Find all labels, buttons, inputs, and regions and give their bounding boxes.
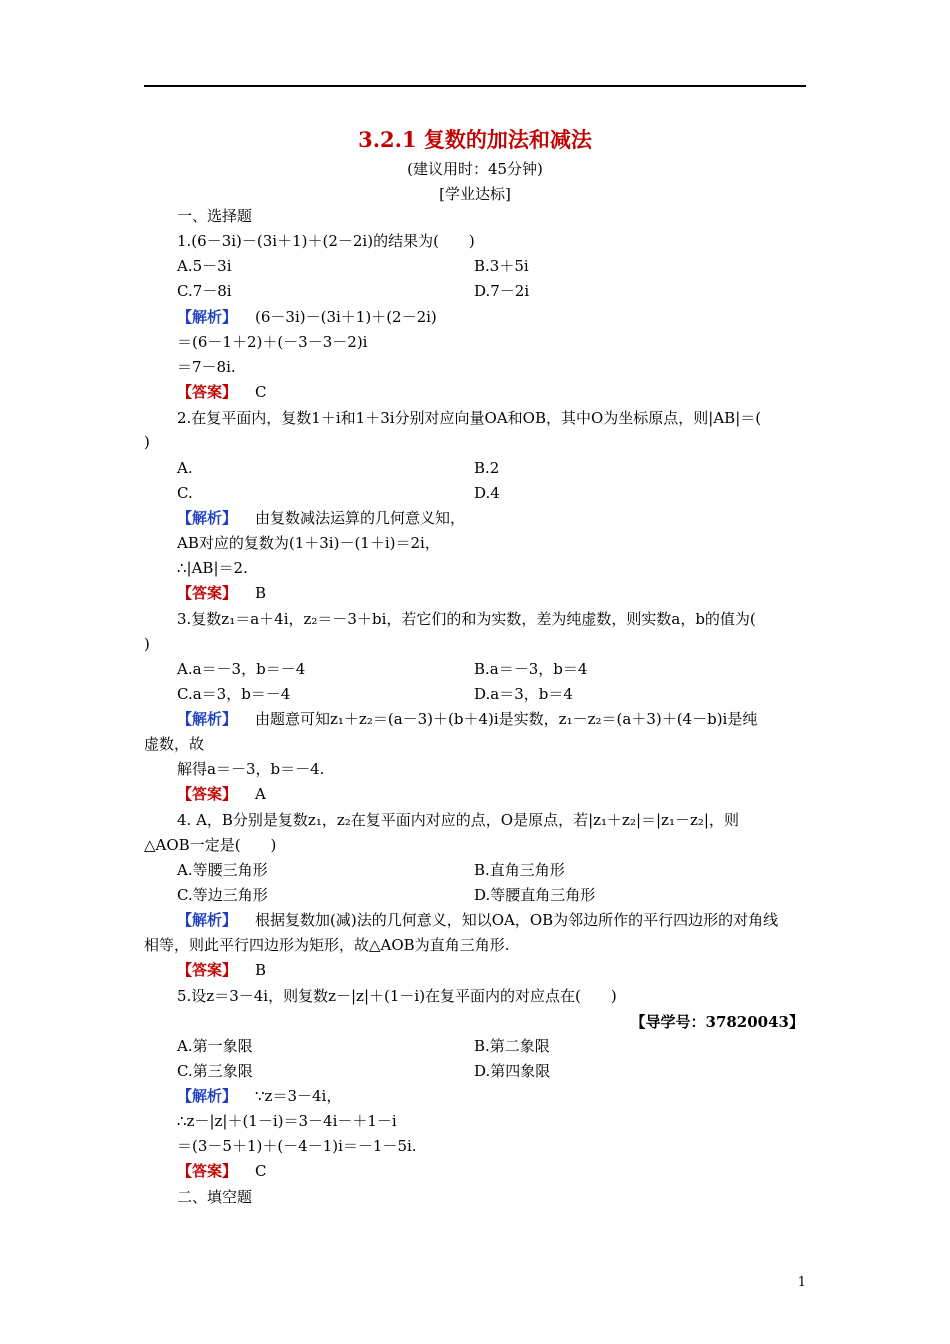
part1-heading: 一、选择题 xyxy=(177,207,253,225)
q3-stem: 3.复数z₁＝a＋4i，z₂＝－3＋bi，若它们的和为实数，差为纯虚数，则实数a，b的值为( xyxy=(177,610,756,628)
q5-option-b: B.第二象限 xyxy=(474,1037,550,1055)
q3-analysis-text: 由题意可知z₁＋z₂＝(a－3)＋(b＋4)i是实数，z₁－z₂＝(a＋3)＋(4－b)i是纯 xyxy=(255,710,758,728)
q5-stem: 5.设z＝3－4i，则复数z－|z|＋(1－i)在复平面内的对应点在( ) xyxy=(177,987,617,1005)
q1-analysis-line xyxy=(177,307,437,327)
analysis-label: 【解析】 xyxy=(177,911,238,929)
guide-number: 【导学号：37820043】 xyxy=(630,1013,804,1031)
q2-analysis-line-3: ∴|AB|＝2. xyxy=(177,559,248,577)
q3-option-a: A.a＝－3，b＝－4 xyxy=(177,660,306,678)
q3-option-c: C.a＝3，b＝－4 xyxy=(177,685,291,703)
answer-label: 【答案】 xyxy=(177,383,238,401)
q3-stem-cont: ) xyxy=(144,635,150,653)
q3-option-b: B.a＝－3，b＝4 xyxy=(474,660,588,678)
answer-label: 【答案】 xyxy=(177,961,238,979)
q2-answer-line xyxy=(177,583,266,603)
analysis-label: 【解析】 xyxy=(177,710,238,728)
q2-stem: 2.在复平面内，复数1＋i和1＋3i分别对应向量OA和OB，其中O为坐标原点，则|AB|＝( xyxy=(177,409,762,427)
q4-option-a: A.等腰三角形 xyxy=(177,861,268,879)
q2-option-b: B.2 xyxy=(474,459,500,477)
q2-analysis-line-2: AB对应的复数为(1＋3i)－(1＋i)＝2i， xyxy=(177,534,440,552)
q5-answer: C xyxy=(255,1162,267,1180)
answer-label: 【答案】 xyxy=(177,584,238,602)
header-rule xyxy=(144,85,806,87)
q1-analysis-text: (6－3i)－(3i＋1)＋(2－2i) xyxy=(255,308,437,326)
part2-heading: 二、填空题 xyxy=(177,1188,253,1206)
q4-option-d: D.等腰直角三角形 xyxy=(474,886,596,904)
q3-analysis-line-2: 虚数，故 xyxy=(144,735,205,753)
q2-stem-cont: ) xyxy=(144,433,150,451)
q5-analysis-line-3: ＝(3－5＋1)＋(－4－1)i＝－1－5i. xyxy=(177,1137,417,1155)
analysis-label: 【解析】 xyxy=(177,1087,238,1105)
q3-answer-line xyxy=(177,784,266,804)
q4-option-c: C.等边三角形 xyxy=(177,886,268,904)
q5-option-d: D.第四象限 xyxy=(474,1062,551,1080)
q2-analysis-line xyxy=(177,508,465,528)
q3-analysis-line xyxy=(177,709,757,729)
q4-option-b: B.直角三角形 xyxy=(474,861,565,879)
q5-analysis-line-2: ∴z－|z|＋(1－i)＝3－4i－＋1－i xyxy=(177,1112,397,1130)
q1-option-d: D.7－2i xyxy=(474,282,530,300)
q4-answer-line xyxy=(177,960,266,980)
q1-stem: 1.(6－3i)－(3i＋1)＋(2－2i)的结果为( ) xyxy=(177,232,475,250)
analysis-label: 【解析】 xyxy=(177,509,238,527)
q3-analysis-line-3: 解得a＝－3，b＝－4. xyxy=(177,760,325,778)
q2-answer: B xyxy=(255,584,267,602)
q4-answer: B xyxy=(255,961,267,979)
q2-option-d: D.4 xyxy=(474,484,500,502)
q1-analysis-line-3: ＝7－8i. xyxy=(177,358,236,376)
q4-stem-cont: △AOB一定是( ) xyxy=(144,836,277,854)
q5-analysis-text: ∵z＝3－4i， xyxy=(255,1087,342,1105)
q4-analysis-text: 根据复数加(减)法的几何意义，知以OA，OB为邻边所作的平行四边形的对角线 xyxy=(255,911,779,929)
q3-option-d: D.a＝3，b＝4 xyxy=(474,685,573,703)
q3-answer: A xyxy=(255,785,266,803)
q5-option-a: A.第一象限 xyxy=(177,1037,253,1055)
q4-analysis-line xyxy=(177,910,778,930)
q1-analysis-line-2: ＝(6－1＋2)＋(－3－3－2)i xyxy=(177,333,368,351)
answer-label: 【答案】 xyxy=(177,785,238,803)
page-number: 1 xyxy=(797,1275,806,1290)
q1-option-a: A.5－3i xyxy=(177,257,232,275)
q2-option-a: A. xyxy=(177,459,193,477)
page-title: 3.2.1 复数的加法和减法 xyxy=(358,127,592,152)
q4-stem: 4. A，B分别是复数z₁，z₂在复平面内对应的点，O是原点，若|z₁＋z₂|＝|z₁－z₂|，则 xyxy=(177,811,739,829)
q5-analysis-line xyxy=(177,1086,341,1106)
q2-option-c: C. xyxy=(177,484,193,502)
q5-answer-line xyxy=(177,1161,267,1181)
q2-analysis-text: 由复数减法运算的几何意义知， xyxy=(255,509,466,527)
q5-option-c: C.第三象限 xyxy=(177,1062,253,1080)
q1-option-b: B.3＋5i xyxy=(474,257,529,275)
q1-option-c: C.7－8i xyxy=(177,282,232,300)
q1-answer-line xyxy=(177,382,267,402)
answer-label: 【答案】 xyxy=(177,1162,238,1180)
time-note: (建议用时：45分钟) xyxy=(407,160,543,178)
q4-analysis-line-2: 相等，则此平行四边形为矩形，故△AOB为直角三角形. xyxy=(144,936,510,954)
q1-answer: C xyxy=(255,383,267,401)
section-tag: [学业达标] xyxy=(439,185,511,203)
analysis-label: 【解析】 xyxy=(177,308,238,326)
